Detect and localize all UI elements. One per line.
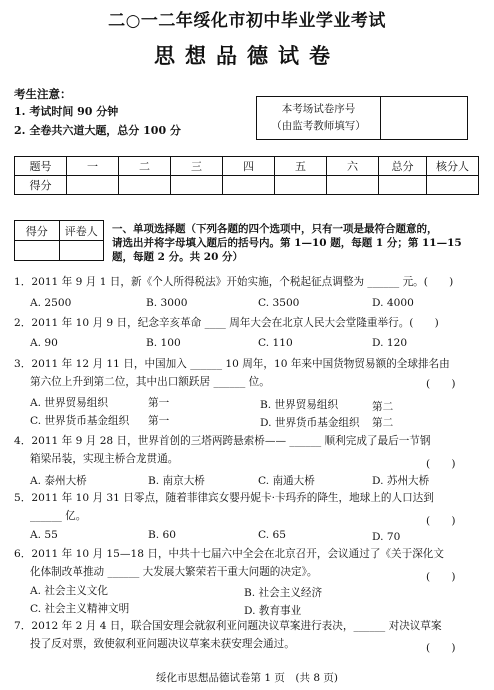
- grader-table: [14, 220, 104, 261]
- section-line-2: 请选出并将字母填入题后的括号内。第 1—10 题，每题 1 分；第 11—15: [112, 237, 462, 249]
- score-row-label: 得分: [15, 176, 67, 195]
- section-instructions: [112, 222, 480, 264]
- question-3-line-1: 3．2011 年 12 月 11 日，中国加入 ______ 10 周年，10 年来中国货物贸易额的全球排名由: [14, 358, 450, 370]
- question-4-option-d: D. 苏州大桥: [372, 475, 430, 487]
- question-1-stem: 1．2011 年 9 月 1 日，新《个人所得税法》开始实施，个税起征点调整为 ______ 元。( ): [14, 276, 454, 288]
- score-header-cell: 六: [327, 157, 379, 176]
- question-1-option-b: B. 3000: [146, 297, 188, 309]
- question-4-line-1: 4．2011 年 9 月 28 日，世界首创的三塔两跨悬索桥—— ______ 顺利完成了最后一节钢: [14, 435, 431, 447]
- question-6-option-d: D. 教育事业: [244, 605, 302, 617]
- score-cell: [275, 176, 327, 195]
- score-cell: [379, 176, 427, 195]
- question-6-option-c: C. 社会主义精神文明: [30, 603, 130, 615]
- question-3-option-a: A. 世界贸易组织: [30, 397, 108, 409]
- question-4-line-2: 箱梁吊装，实现主桥合龙贯通。: [30, 453, 179, 465]
- question-2-stem: 2．2011 年 10 月 9 日，纪念辛亥革命 ____ 周年大会在北京人民大会堂隆重举行。( ): [14, 317, 439, 329]
- question-7-line-1: 7．2012 年 2 月 4 日，联合国安理会就叙利亚问题决议草案进行表决，______ 对决议草案: [14, 620, 442, 632]
- question-4-answer-bracket: ( ): [426, 458, 456, 470]
- grader-score-label: 得分: [15, 221, 60, 241]
- seat-number-box: [256, 96, 468, 140]
- question-3-option-b-rank: 第二: [372, 401, 394, 413]
- grader-name-cell: [59, 241, 104, 261]
- question-3-line-2: 第六位上升到第二位，其中出口额跃居 ______ 位。: [30, 376, 270, 388]
- question-3-option-b: B. 世界贸易组织: [260, 399, 339, 411]
- score-cell: [327, 176, 379, 195]
- grader-name-label: 评卷人: [59, 221, 104, 241]
- score-cell: [427, 176, 479, 195]
- score-cell: [171, 176, 223, 195]
- question-5-line-1: 5．2011 年 10 月 31 日零点，随着菲律宾女婴丹妮卡·卡玛乔的降生，地球上的人口达到: [14, 492, 434, 504]
- score-header-cell: 二: [119, 157, 171, 176]
- exam-title: 二○一二年绥化市初中毕业学业考试: [108, 11, 386, 31]
- score-header-cell: 五: [275, 157, 327, 176]
- question-6-answer-bracket: ( ): [426, 571, 456, 583]
- score-header-cell: 三: [171, 157, 223, 176]
- score-header-cell: 一: [67, 157, 119, 176]
- seat-label-line-2: （由监考教师填写）: [271, 120, 366, 132]
- page-footer: 绥化市思想品德试卷第 1 页 (共 8 页): [156, 672, 338, 684]
- question-2-option-a: A. 90: [30, 337, 58, 349]
- seat-label-line-1: 本考场试卷序号: [281, 103, 356, 115]
- question-4-option-a: A. 泰州大桥: [30, 475, 87, 487]
- question-7-line-2: 投了反对票，致使叙利亚问题决议草案未获安理会通过。: [30, 638, 295, 650]
- question-5-option-b: B. 60: [148, 529, 176, 541]
- question-2-option-d: D. 120: [372, 337, 408, 349]
- question-1-option-d: D. 4000: [372, 297, 414, 309]
- score-header-cell: 题号: [15, 157, 67, 176]
- score-cell: [223, 176, 275, 195]
- score-header-row: [15, 157, 479, 176]
- question-3-option-c: C. 世界货币基金组织: [30, 415, 130, 427]
- question-2-option-c: C. 110: [258, 337, 293, 349]
- question-1-option-a: A. 2500: [30, 297, 72, 309]
- seat-number-label: [257, 97, 381, 139]
- grader-score-cell: [15, 241, 60, 261]
- question-1-option-c: C. 3500: [258, 297, 300, 309]
- notice-line-1: 1. 考试时间 90 分钟: [14, 105, 119, 118]
- question-3-option-d-rank: 第二: [372, 417, 394, 429]
- notice-heading: 考生注意：: [14, 87, 72, 101]
- section-line-1: 一、单项选择题（下列各题的四个选项中，只有一项是最符合题意的，: [112, 223, 438, 235]
- notice-line-2: 2. 全卷共六道大题，总分 100 分: [14, 124, 181, 137]
- score-cell: [119, 176, 171, 195]
- question-5-answer-bracket: ( ): [426, 515, 456, 527]
- question-6-option-a: A. 社会主义文化: [30, 585, 108, 597]
- paper-title: 思想品德试卷: [154, 43, 340, 68]
- question-6-line-1: 6．2011 年 10 月 15—18 日，中共十七届六中全会在北京召开，会议通过了《关于深化文: [14, 548, 444, 560]
- question-6-line-2: 化体制改革推动 ______ 大发展大繁荣若干重大问题的决定》。: [30, 566, 318, 578]
- question-6-option-b: B. 社会主义经济: [244, 587, 323, 599]
- question-3-option-c-rank: 第一: [148, 415, 170, 427]
- question-4-option-c: C. 南通大桥: [258, 475, 315, 487]
- section-line-3: 题，每题 2 分。共 20 分）: [112, 251, 244, 263]
- question-5-line-2: ______ 亿。: [30, 510, 87, 522]
- question-5-option-c: C. 65: [258, 529, 286, 541]
- question-3-option-d: D. 世界货币基金组织: [260, 417, 360, 429]
- question-5-option-a: A. 55: [30, 529, 58, 541]
- question-4-option-b: B. 南京大桥: [148, 475, 205, 487]
- score-cell: [67, 176, 119, 195]
- score-row: [15, 176, 479, 195]
- score-header-cell: 四: [223, 157, 275, 176]
- score-table: [14, 156, 479, 195]
- question-3-answer-bracket: ( ): [426, 378, 456, 390]
- question-5-option-d: D. 70: [372, 531, 401, 543]
- question-3-option-a-rank: 第一: [148, 397, 170, 409]
- question-7-answer-bracket: ( ): [426, 642, 456, 654]
- score-header-cell: 核分人: [427, 157, 479, 176]
- question-2-option-b: B. 100: [146, 337, 181, 349]
- score-header-cell: 总分: [379, 157, 427, 176]
